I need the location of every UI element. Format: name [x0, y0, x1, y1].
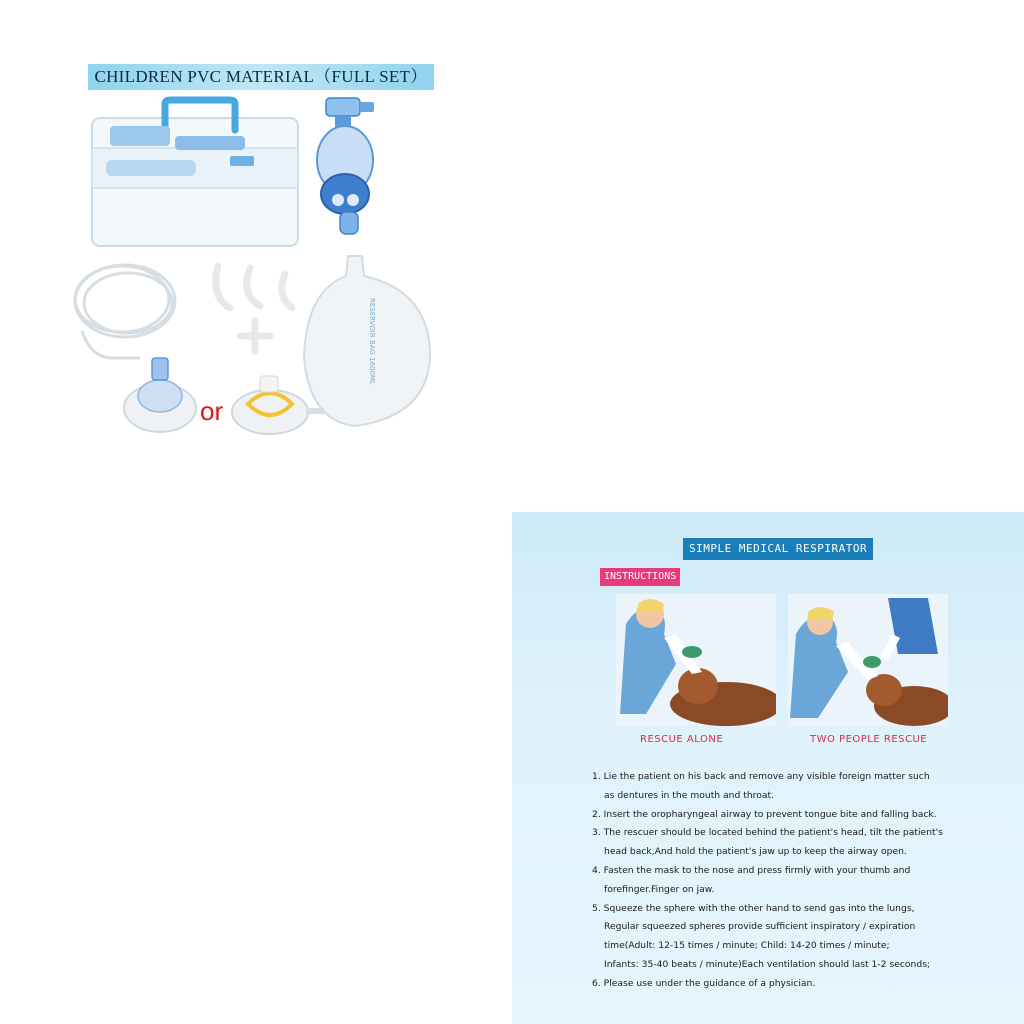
step-line: forefinger.Finger on jaw. — [604, 883, 715, 895]
step-line: time(Adult: 12-15 times / minute; Child: 14-20 times / minute; — [604, 940, 890, 952]
step-line: head back,And hold the patient's jaw up to keep the airway open. — [604, 846, 907, 858]
reservoir-bag — [304, 256, 430, 426]
face-mask-round — [124, 358, 196, 432]
step-line: as dentures in the mouth and throat. — [604, 789, 775, 801]
instructions-tag: INSTRUCTIONS — [600, 568, 680, 586]
caption-two-people-rescue: TWO PEOPLE RESCUE — [810, 734, 928, 745]
step-line: 5. Squeeze the sphere with the other hand to send gas into the lungs, — [592, 902, 915, 914]
oxygen-tubing — [75, 265, 175, 358]
two-people-rescue-illustration — [788, 594, 948, 726]
reservoir-bag-label: RESERVOIR BAG 1600ML — [368, 298, 376, 385]
step-line: 2. Insert the oropharyngeal airway to prevent tongue bite and falling back. — [592, 808, 937, 820]
product-set-illustration — [70, 96, 450, 446]
step-line: 1. Lie the patient on his back and remove any visible foreign matter such — [592, 771, 930, 782]
or-label: or — [200, 396, 224, 426]
oropharyngeal-airways — [216, 266, 292, 351]
step-line: 4. Fasten the mask to the nose and press firmly with your thumb and — [592, 864, 911, 876]
step-line: 3. The rescuer should be located behind the patient's head, tilt the patient's — [592, 827, 943, 839]
step-line: Infants: 35-40 beats / minute)Each ventilation should last 1-2 seconds; — [604, 958, 931, 970]
instruction-steps — [592, 768, 1012, 994]
step-line: 6. Please use under the guidance of a physician. — [592, 977, 816, 989]
rescue-alone-illustration — [616, 594, 776, 726]
caption-rescue-alone: RESCUE ALONE — [640, 734, 724, 745]
product-banner: CHILDREN PVC MATERIAL（FULL SET） — [88, 64, 434, 90]
product-image-panel — [70, 60, 450, 450]
instructions-panel — [512, 512, 1024, 1024]
resuscitator-bag-blue — [317, 98, 374, 234]
instructions-title: SIMPLE MEDICAL RESPIRATOR — [683, 538, 873, 560]
storage-box — [92, 100, 298, 246]
step-line: Regular squeezed spheres provide sufficient inspiratory / expiration — [604, 921, 916, 933]
